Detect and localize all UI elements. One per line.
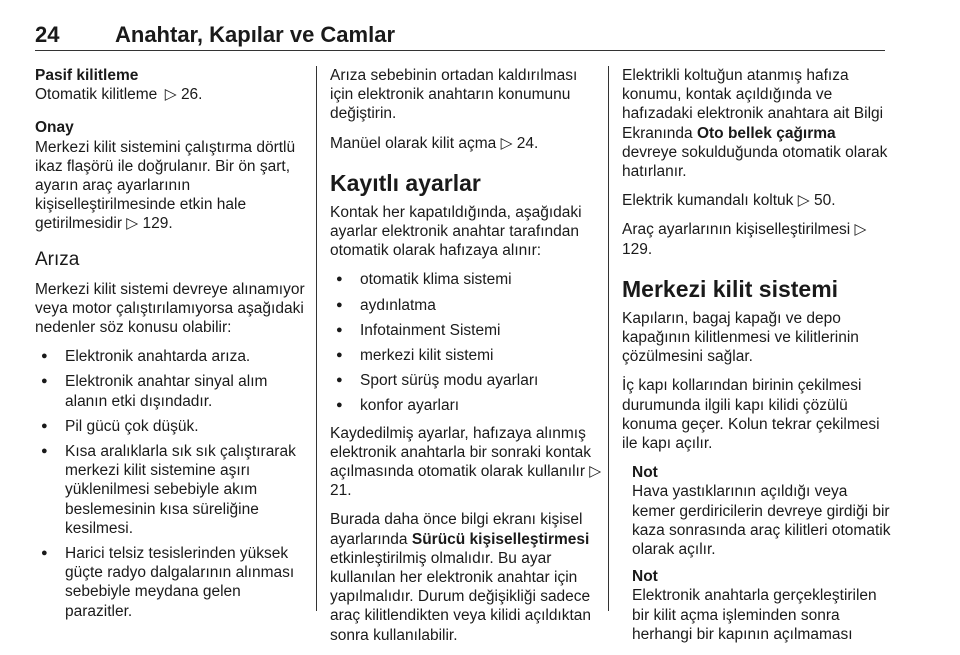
page-number: 24 xyxy=(35,22,60,47)
column-2 xyxy=(330,66,602,655)
list-item: ● Infotainment Sistemi xyxy=(330,321,602,340)
paragraph: Elektrik kumandalı koltuk ▷ 50. xyxy=(622,192,836,210)
list-item: ● Sport sürüş modu ayarları xyxy=(330,371,602,390)
paragraph: Otomatik kilitleme ▷ 26. xyxy=(35,86,203,104)
paragraph: Arıza sebebinin ortadan kaldırılması için elektronik anahtarın konumunu değiştirin. xyxy=(330,67,578,123)
section-title-pasif: Pasif kilitleme xyxy=(35,67,139,84)
list-item: ● otomatik klima sistemi xyxy=(330,270,602,289)
list-item: ● Elektronik anahtarda arıza. xyxy=(35,347,310,366)
heading-kayitli-ayarlar: Kayıtlı ayarlar xyxy=(330,169,481,196)
paragraph: Araç ayarlarının kişiselleştirilmesi ▷ 129. xyxy=(622,221,867,258)
text-run: Burada daha önce bilgi ekranı kişisel ayarlarında xyxy=(330,511,583,548)
section-title-onay: Onay xyxy=(35,119,74,137)
list-item: ● konfor ayarları xyxy=(330,396,602,415)
list-item: ● Elektronik anahtar sinyal alım alanın etki dışındadır. xyxy=(35,372,310,410)
paragraph: Kapıların, bagaj kapağı ve depo kapağının kilitlenmesi ve kilitlerinin çözülmesini sağlar. xyxy=(622,309,859,366)
heading-ariza: Arıza xyxy=(35,248,80,270)
column-1 xyxy=(35,66,310,629)
column-divider-2 xyxy=(608,66,609,611)
text-run: etkinleştirilmiş olmalıdır. Bu ayar kullanılan her elektronik anahtar için yapılmalıdır. Durum değişikliği sadece araç kilitlendikten veya kilidi açıldıktan sonra kullanılabilir. xyxy=(330,549,592,644)
page-header xyxy=(35,20,885,51)
list-item: ● Pil gücü çok düşük. xyxy=(35,417,310,436)
note-title: Not xyxy=(632,568,658,586)
paragraph: Manüel olarak kilit açma ▷ 24. xyxy=(330,134,539,152)
text-run: devreye sokulduğunda otomatik olarak hatırlanır. xyxy=(622,143,888,181)
list-item: ● Harici telsiz tesislerinden yüksek güçte radyo dalgalarının alınması sebebiyle meydana gelen parazitler. xyxy=(35,544,310,621)
note-title: Not xyxy=(632,464,658,482)
paragraph: Merkezi kilit sistemini çalıştırma dörtlü ikaz flaşörü ile doğrulanır. Bir ön şart, ayarın araç ayarlarının kişiselleştirilmesinde etkin hale getirilmesidir ▷ 129. xyxy=(35,138,296,233)
menu-term: Oto bellek çağırma xyxy=(696,124,836,142)
column-divider-1 xyxy=(316,66,317,611)
paragraph: Merkezi kilit sistemi devreye alınamıyor veya motor çalıştırılamıyorsa aşağıdaki nedenler söz konusu olabilir: xyxy=(35,280,305,337)
paragraph: Kontak her kapatıldığında, aşağıdaki ayarlar elektronik anahtar tarafından otomatik olarak hafızaya alınır: xyxy=(330,203,582,260)
bullet-list xyxy=(35,347,310,621)
menu-term: Sürücü kişiselleştirmesi xyxy=(411,530,590,548)
text-run: Elektrikli koltuğun atanmış hafıza konumu, kontak açıldığında ve hafızadaki elektronik anahtara ait Bilgi Ekranında xyxy=(622,67,884,142)
list-item: ● Kısa aralıklarla sık sık çalıştırarak merkezi kilit sistemine aşırı yüklenilmesi sebebiyle akım beslemesinin kısa süreliğine kesilmesi. xyxy=(35,442,310,538)
list-item: ● aydınlatma xyxy=(330,296,602,315)
note-box xyxy=(622,463,892,644)
paragraph: İç kapı kollarından birinin çekilmesi durumunda ilgili kapı kilidi çözülü konuma geçer. Kolun tekrar çekilmesi ile kapı açılır. xyxy=(622,377,880,453)
column-3 xyxy=(622,66,892,652)
note-text: Hava yastıklarının açıldığı veya kemer gerdiricilerin devreye girdiği bir kaza sonrasında araç kilitleri otomatik olarak açılır. xyxy=(632,483,891,559)
paragraph xyxy=(330,510,602,644)
heading-merkezi-kilit: Merkezi kilit sistemi xyxy=(622,275,839,302)
paragraph xyxy=(622,66,892,181)
bullet-list xyxy=(330,270,602,415)
paragraph: Kaydedilmiş ayarlar, hafızaya alınmış elektronik anahtarla bir sonraki kontak açılmasında otomatik olarak kullanılır ▷ 21. xyxy=(330,424,602,500)
list-item: ● merkezi kilit sistemi xyxy=(330,346,602,365)
note-text: Elektronik anahtarla gerçekleştirilen bir kilit açma işleminden sonra herhangi bir kapının açılmaması xyxy=(632,587,877,643)
chapter-title: Anahtar, Kapılar ve Camlar xyxy=(115,22,396,47)
